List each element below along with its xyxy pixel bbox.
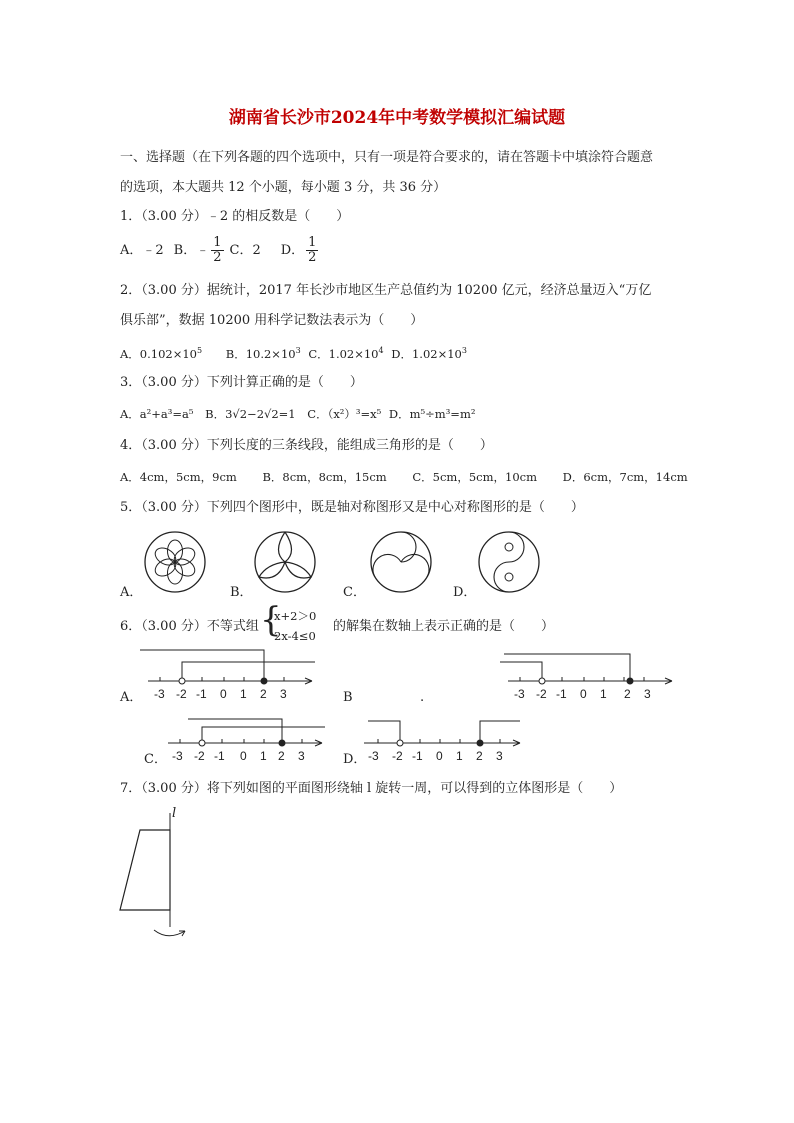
q6-inequality-1: x+2＞0 <box>274 609 317 623</box>
q5-label-d: D． <box>453 585 477 600</box>
svg-text:0: 0 <box>220 687 227 701</box>
q4-option-b: B．8cm，8cm，15cm <box>262 470 387 484</box>
svg-text:1: 1 <box>240 687 247 701</box>
q5-label-c: C． <box>343 585 366 600</box>
q6-label-c: C． <box>144 752 167 767</box>
svg-text:1: 1 <box>260 749 267 763</box>
svg-text:-1: -1 <box>412 749 423 763</box>
svg-text:0: 0 <box>436 749 443 763</box>
svg-text:-2: -2 <box>392 749 403 763</box>
svg-text:-1: -1 <box>214 749 225 763</box>
svg-text:0: 0 <box>240 749 247 763</box>
q1-option-a: A．﹣2 <box>120 242 164 258</box>
q6-label-b: B <box>343 690 353 705</box>
svg-text:2: 2 <box>260 687 267 701</box>
q6-label-b-dot: . <box>420 690 425 705</box>
question-1-options <box>120 236 320 265</box>
q7-rotation-figure <box>110 805 200 945</box>
svg-text:-2: -2 <box>536 687 547 701</box>
question-5-stem: 5．（3.00 分）下列四个图形中，既是轴对称图形又是中心对称图形的是（ ） <box>120 500 584 515</box>
question-6-prefix: 6．（3.00 分）不等式组 <box>120 619 259 634</box>
q4-option-d: D．6cm，7cm，14cm <box>562 470 688 484</box>
q2-option-a: A．$0.102\times 10^5$ <box>120 346 203 361</box>
fraction-denominator: 2 <box>213 250 222 265</box>
svg-text:-2: -2 <box>176 687 187 701</box>
q6-label-a: A． <box>120 690 143 705</box>
q5-figure-three-arcs <box>250 527 320 597</box>
q5-figure-flower <box>140 527 210 597</box>
section-intro-line2: 的选项，本大题共 12 个小题，每小题 3 分，共 36 分） <box>120 180 447 195</box>
question-2-line1: 2．（3.00 分）据统计，2017 年长沙市地区生产总值约为 10200 亿元，经济总量迈入“万亿 <box>120 283 652 298</box>
q3-option-a: A．a²+a³=a⁵ <box>120 407 194 421</box>
q7-axis-label: l <box>172 806 177 821</box>
svg-text:-3: -3 <box>514 687 525 701</box>
system-brace: { <box>260 600 282 640</box>
svg-text:-2: -2 <box>194 749 205 763</box>
q1-option-b-fraction <box>211 236 223 265</box>
svg-text:2: 2 <box>278 749 285 763</box>
fraction-denominator: 2 <box>308 250 317 265</box>
svg-text:-3: -3 <box>154 687 165 701</box>
question-2-options <box>120 343 467 362</box>
section-intro-line1: 一、选择题（在下列各题的四个选项中，只有一项是符合要求的，请在答题卡中填涂符合题意 <box>120 150 654 165</box>
svg-text:2: 2 <box>476 749 483 763</box>
q6-numberline-d <box>360 715 540 765</box>
svg-text:3: 3 <box>298 749 305 763</box>
svg-text:-3: -3 <box>368 749 379 763</box>
q2-option-b: B．$10.2\times 10^3$ <box>225 346 301 361</box>
q3-option-c: C．（x²）³=x⁵ <box>307 407 382 421</box>
svg-text:-1: -1 <box>196 687 207 701</box>
q1-option-c: C．2 <box>229 242 261 258</box>
q5-figure-yin-yang <box>474 527 544 597</box>
question-2-line2: 俱乐部”，数据 10200 用科学记数法表示为（ ） <box>120 313 424 328</box>
q6-numberline-a <box>140 648 320 706</box>
q1-option-d: D． <box>280 242 305 258</box>
question-7-stem: 7．（3.00 分）将下列如图的平面图形绕轴 l 旋转一周，可以得到的立体图形是（ ） <box>120 781 623 796</box>
q3-option-b: B．3√2−2√2=1 <box>205 407 296 421</box>
svg-text:2: 2 <box>624 687 631 701</box>
question-3-stem: 3．（3.00 分）下列计算正确的是（ ） <box>120 375 363 390</box>
q2-option-c: C．$1.02\times 10^4$ <box>308 346 384 361</box>
svg-text:-1: -1 <box>556 687 567 701</box>
fraction-numerator: 1 <box>308 235 317 250</box>
q6-numberline-b <box>500 648 680 706</box>
q3-option-d: D．m⁵÷m³=m² <box>388 407 476 421</box>
question-1-stem: 1．（3.00 分）﹣2 的相反数是（ ） <box>120 209 350 224</box>
svg-text:-3: -3 <box>172 749 183 763</box>
question-3-options <box>120 406 475 422</box>
question-4-options <box>120 469 688 485</box>
q2-option-d: D．$1.02\times 10^3$ <box>391 346 467 361</box>
svg-text:1: 1 <box>456 749 463 763</box>
q1-option-d-fraction <box>306 236 318 265</box>
q5-label-b: B． <box>230 585 253 600</box>
question-4-stem: 4．（3.00 分）下列长度的三条线段，能组成三角形的是（ ） <box>120 438 493 453</box>
question-6-suffix: 的解集在数轴上表示正确的是（ ） <box>333 619 555 634</box>
svg-text:3: 3 <box>496 749 503 763</box>
page-title: 湖南省长沙市2024年中考数学模拟汇编试题 <box>228 108 566 128</box>
fraction-numerator: 1 <box>213 235 222 250</box>
q5-label-a: A． <box>120 585 143 600</box>
q6-numberline-c <box>160 715 340 765</box>
q4-option-a: A．4cm，5cm，9cm <box>120 470 237 484</box>
q1-option-b: B．﹣ <box>173 242 210 258</box>
q4-option-c: C．5cm，5cm，10cm <box>412 470 537 484</box>
q6-inequality-2: 2x-4≤0 <box>274 629 316 643</box>
svg-text:0: 0 <box>580 687 587 701</box>
q5-figure-triple-swirl <box>366 527 436 597</box>
q6-label-d: D． <box>343 752 367 767</box>
svg-text:3: 3 <box>280 687 287 701</box>
svg-text:3: 3 <box>644 687 651 701</box>
svg-text:1: 1 <box>600 687 607 701</box>
